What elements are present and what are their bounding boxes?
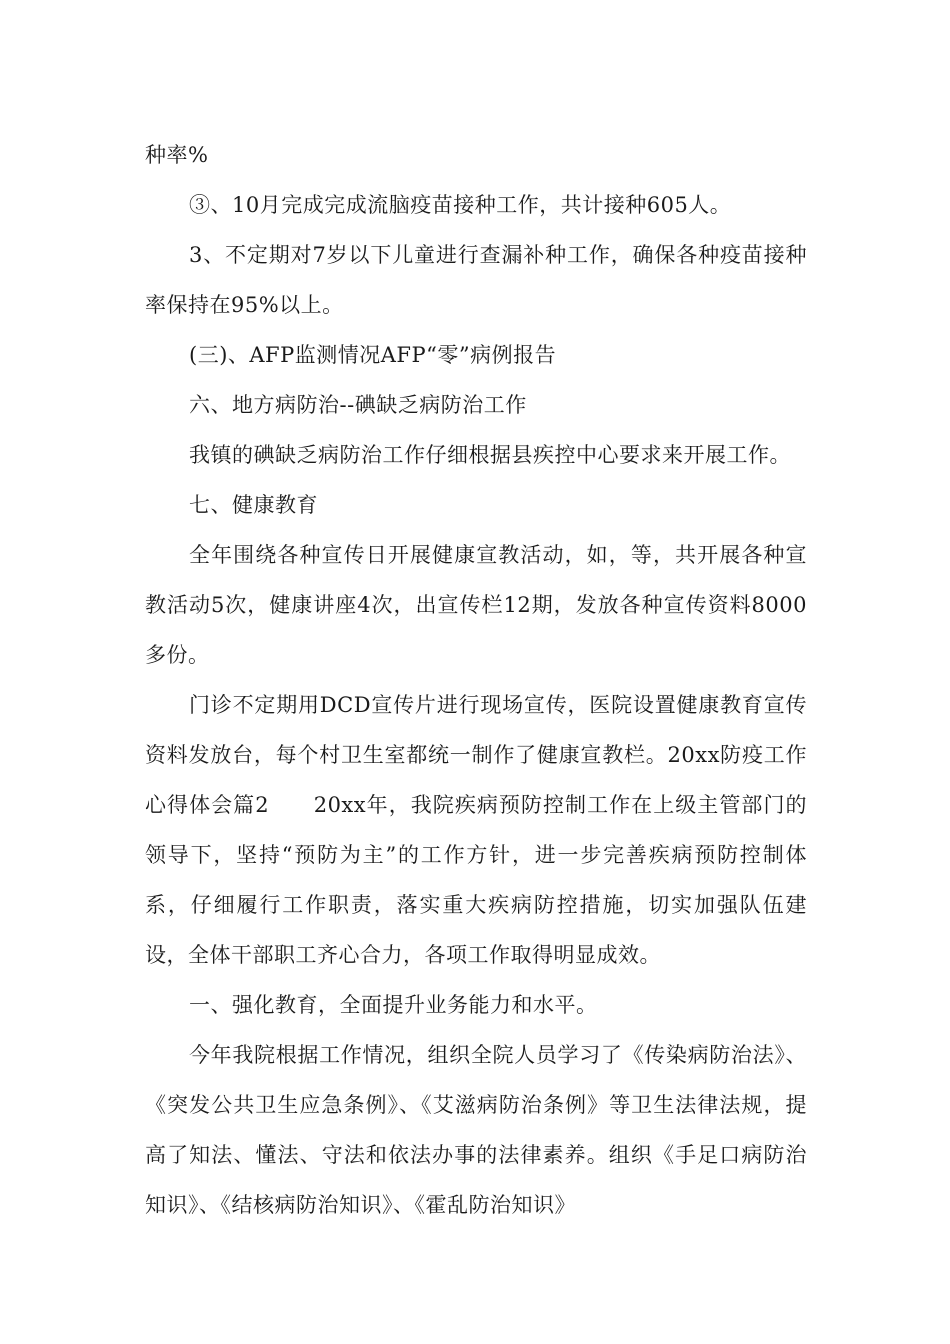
paragraph-9: 门诊不定期用DCD宣传片进行现场宣传，医院设置健康教育宣传资料发放台，每个村卫生室都统一制作了健康宣教栏。20xx防疫工作心得体会篇2 20xx年，我院疾病预防控制工作在上级主管部门的领导下，坚持“预防为主”的工作方针，进一步完善疾病预防控制体系，仔细履行工作职责，落实重大疾病防控措施，切实加强队伍建设，全体干部职工齐心合力，各项工作取得明显成效。 — [145, 693, 807, 967]
document-body — [145, 130, 807, 1230]
paragraph-8: 全年围绕各种宣传日开展健康宣教活动，如，等，共开展各种宣教活动5次，健康讲座4次，出宣传栏12期，发放各种宣传资料8000多份。 — [145, 543, 807, 667]
paragraph-1: 种率% — [145, 143, 209, 167]
section-heading-6: 六、地方病防治--碘缺乏病防治工作 — [189, 393, 527, 417]
section-heading-7: 七、健康教育 — [189, 493, 318, 517]
paragraph-4: (三)、AFP监测情况AFP“零”病例报告 — [189, 343, 557, 367]
paragraph-6: 我镇的碘缺乏病防治工作仔细根据县疾控中心要求来开展工作。 — [189, 443, 791, 467]
paragraph-2: ③、10月完成完成流脑疫苗接种工作，共计接种605人。 — [189, 193, 732, 217]
section-heading-1: 一、强化教育，全面提升业务能力和水平。 — [189, 993, 598, 1017]
paragraph-11: 今年我院根据工作情况，组织全院人员学习了《传染病防治法》、《突发公共卫生应急条例》、《艾滋病防治条例》等卫生法律法规，提高了知法、懂法、守法和依法办事的法律素养。组织《手足口病防治知识》、《结核病防治知识》、《霍乱防治知识》 — [145, 1043, 807, 1217]
paragraph-3: 3、不定期对7岁以下儿童进行查漏补种工作，确保各种疫苗接种率保持在95%以上。 — [145, 243, 807, 317]
